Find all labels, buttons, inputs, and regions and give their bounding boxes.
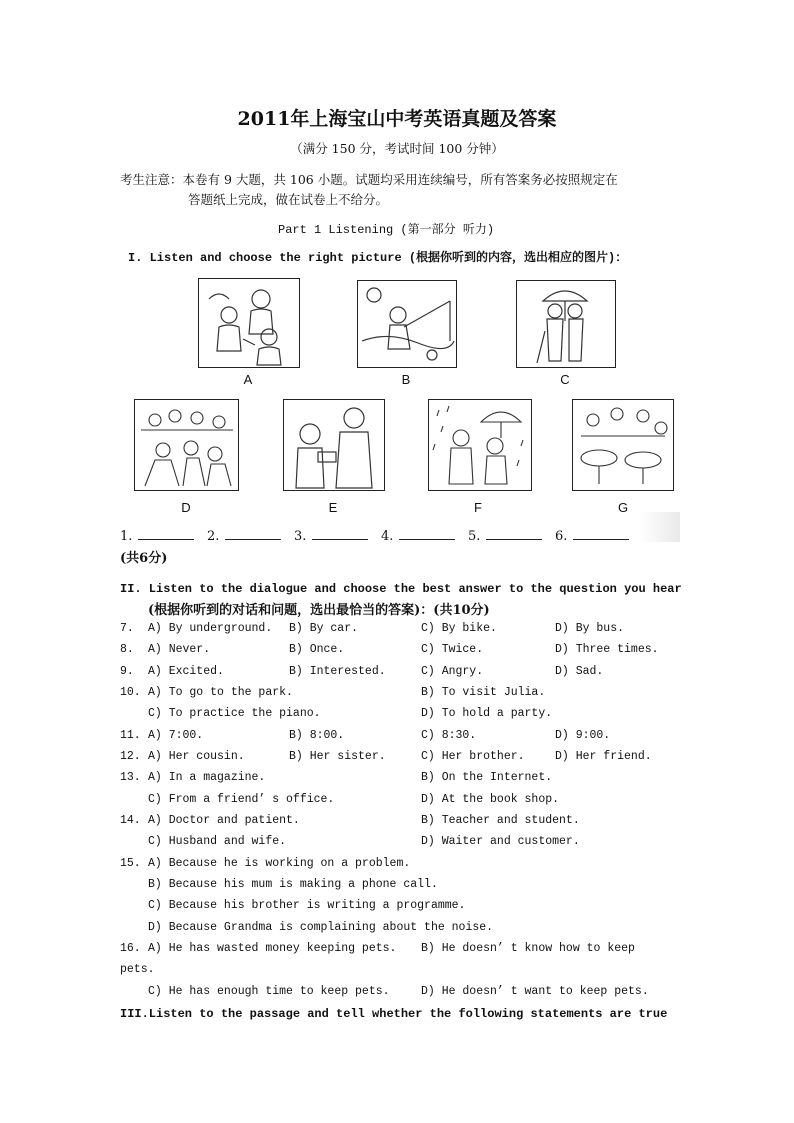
exam-subtitle: （满分 150 分，考试时间 100 分钟）	[290, 141, 504, 156]
student-teacher-icon	[283, 399, 385, 491]
option-c[interactable]: C) Husband and wife.	[148, 835, 287, 848]
answer-blank-4[interactable]: 4.	[381, 527, 455, 544]
answer-blank-6[interactable]: 6.	[555, 527, 629, 544]
option-a[interactable]: A) Never.	[148, 643, 211, 656]
option-b[interactable]: B) To visit Julia.	[421, 686, 546, 699]
option-c[interactable]: C) To practice the piano.	[148, 707, 321, 720]
option-c[interactable]: C) Angry.	[421, 665, 484, 678]
option-c[interactable]: C) Because his brother is writing a programme.	[148, 899, 466, 912]
question-number: 8.	[120, 643, 134, 656]
option-b[interactable]: B) Her sister.	[289, 750, 386, 763]
boy-fishing-icon	[357, 280, 457, 368]
option-b[interactable]: B) Once.	[289, 643, 345, 656]
question-number: 16.	[120, 942, 141, 955]
notice-line-2: 答题纸上完成，做在试卷上不给分。	[188, 192, 389, 207]
option-a[interactable]: A) He has wasted money keeping pets.	[148, 942, 397, 955]
picture-label-g: G	[617, 500, 629, 515]
crowd-market-icon	[134, 399, 239, 491]
question-number: 10.	[120, 686, 141, 699]
question-number: 9.	[120, 665, 134, 678]
question-number: 15.	[120, 857, 141, 870]
option-d[interactable]: D) By bus.	[555, 622, 625, 635]
question-number: 13.	[120, 771, 141, 784]
option-d[interactable]: D) He doesn’ t want to keep pets.	[421, 985, 649, 998]
option-a[interactable]: A) In a magazine.	[148, 771, 266, 784]
option-c[interactable]: C) Her brother.	[421, 750, 525, 763]
scan-shadow	[640, 512, 680, 542]
option-c[interactable]: C) 8:30.	[421, 729, 477, 742]
section2-heading-cn: (根据你听到的对话和问题，选出最恰当的答案)：(共10分)	[148, 603, 490, 618]
option-c[interactable]: C) By bike.	[421, 622, 497, 635]
option-a[interactable]: A) Her cousin.	[148, 750, 245, 763]
option-d[interactable]: D) To hold a party.	[421, 707, 553, 720]
option-b-continued: pets.	[120, 963, 155, 976]
page-title: 2011年上海宝山中考英语真题及答案	[237, 108, 557, 130]
option-d[interactable]: D) Her friend.	[555, 750, 652, 763]
option-c[interactable]: C) Twice.	[421, 643, 484, 656]
option-b[interactable]: B) Teacher and student.	[421, 814, 580, 827]
option-a[interactable]: A) To go to the park.	[148, 686, 293, 699]
notice-line-1: 考生注意：本卷有 9 大题，共 106 小题。试题均采用连续编号，所有答案务必按照规定在	[120, 172, 618, 187]
option-d[interactable]: D) Because Grandma is complaining about the noise.	[148, 921, 494, 934]
option-a[interactable]: A) By underground.	[148, 622, 273, 635]
picture-label-b: B	[401, 372, 411, 387]
question-number: 7.	[120, 622, 134, 635]
option-b[interactable]: B) Interested.	[289, 665, 386, 678]
option-b[interactable]: B) 8:00.	[289, 729, 345, 742]
option-a[interactable]: A) Because he is working on a problem.	[148, 857, 411, 870]
question-number: 12.	[120, 750, 141, 763]
section1-total: (共6分)	[120, 551, 168, 566]
option-b[interactable]: B) He doesn’ t know how to keep	[421, 942, 635, 955]
section1-heading: I. Listen and choose the right picture (根据你听到的内容，选出相应的图片)：	[128, 251, 628, 265]
girls-rain-umbrella-icon	[428, 399, 532, 491]
option-d[interactable]: D) 9:00.	[555, 729, 611, 742]
question-number: 14.	[120, 814, 141, 827]
answer-blank-5[interactable]: 5.	[468, 527, 542, 544]
option-b[interactable]: B) Because his mum is making a phone call.	[148, 878, 438, 891]
picture-label-c: C	[560, 372, 570, 387]
restaurant-table-icon	[572, 399, 674, 491]
answer-blank-3[interactable]: 3.	[294, 527, 368, 544]
section3-heading: III.Listen to the passage and tell whether the following statements are true	[120, 1007, 668, 1021]
picture-label-a: A	[243, 372, 253, 387]
picture-label-e: E	[328, 500, 338, 515]
option-d[interactable]: D) Waiter and customer.	[421, 835, 580, 848]
option-c[interactable]: C) He has enough time to keep pets.	[148, 985, 390, 998]
part1-heading: Part 1 Listening (第一部分 听力)	[278, 223, 495, 237]
question-number: 11.	[120, 729, 141, 742]
option-a[interactable]: A) 7:00.	[148, 729, 204, 742]
answer-blank-2[interactable]: 2.	[207, 527, 281, 544]
option-d[interactable]: D) Sad.	[555, 665, 604, 678]
option-d[interactable]: D) Three times.	[555, 643, 659, 656]
option-b[interactable]: B) On the Internet.	[421, 771, 553, 784]
option-a[interactable]: A) Excited.	[148, 665, 224, 678]
family-group-icon	[198, 278, 300, 368]
picture-label-f: F	[474, 500, 482, 515]
answer-blank-1[interactable]: 1.	[120, 527, 194, 544]
option-c[interactable]: C) From a friend’ s office.	[148, 793, 335, 806]
section2-heading: II. Listen to the dialogue and choose the best answer to the question you hear	[120, 582, 682, 596]
option-b[interactable]: B) By car.	[289, 622, 359, 635]
option-d[interactable]: D) At the book shop.	[421, 793, 560, 806]
option-a[interactable]: A) Doctor and patient.	[148, 814, 300, 827]
couple-umbrella-icon	[516, 280, 616, 368]
picture-label-d: D	[181, 500, 191, 515]
